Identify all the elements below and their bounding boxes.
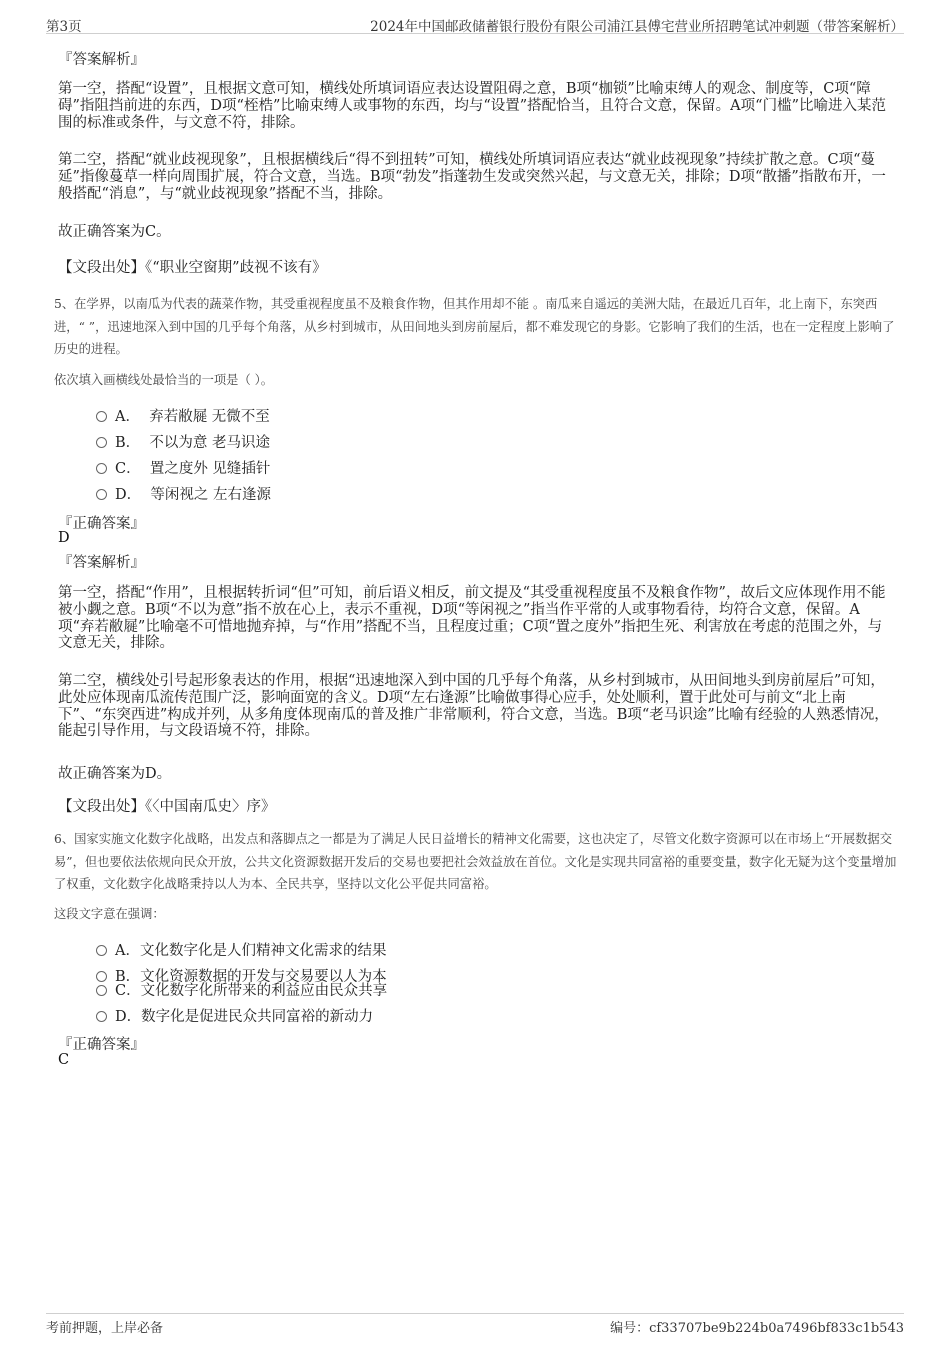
document-id: 编号：cf33707be9b224b0a7496bf833c1b543 [610, 1321, 904, 1336]
q5-conclusion: 故正确答案为D。 [58, 766, 172, 782]
q6-option-a[interactable]: A．文化数字化是人们精神文化需求的结果 [96, 939, 386, 960]
q5-analysis-para-2: 第二空，横线处引号起形象表达的作用，根据“迅速地深入到中国的几乎每个角落，从乡村到城市，从田间地头到房前屋后”可知，此处应体现南瓜流传范围广泛，影响面宽的含义。D项“左右逢源”比喻做事得心应手，处处顺利，置于此处可与前文“北上南下”、“东突西进”构成并列，从多角度体现南瓜的普及推广非常顺利，符合文意，当选。B项“老马识途”比喻有经验的人熟悉情况，能起引导作用，与文段语境不符，排除。 [58, 673, 889, 740]
footer-slogan: 考前押题，上岸必备 [46, 1321, 164, 1336]
q6-answer-label: 『正确答案』 [58, 1037, 145, 1053]
q5-option-d[interactable]: D． 等闲视之 左右逢源 [96, 483, 271, 504]
q4-source: 【文段出处】《“职业空窗期”歧视不该有》 [58, 260, 327, 276]
radio-icon[interactable] [96, 411, 107, 422]
page-footer [46, 1313, 904, 1338]
q6-stem: 6、国家实施文化数字化战略，出发点和落脚点之一都是为了满足人民日益增长的精神文化需要，这也决定了，尽管文化数字资源可以在市场上“开展数据交易”，但也要依法依规向民众开放，公共文化资源数据开发后的交易也要把社会效益放在首位。文化是实现共同富裕的重要变量，数字化无疑为这个变量增加了权重，文化数字化战略秉持以人为本、全民共享，坚持以文化公平促共同富裕。 [54, 832, 897, 891]
q4-analysis-para-1: 第一空，搭配“设置”，且根据文意可知，横线处所填词语应表达设置阻碍之意，B项“枷锁”比喻束缚人的观念、制度等，C项“障碍”指阻挡前进的东西，D项“桎梏”比喻束缚人或事物的东西，均与“设置”搭配恰当，且符合文意，保留。A项“门槛”比喻进入某范围的标准或条件，与文意不符，排除。 [58, 81, 886, 131]
q6-option-c[interactable]: C．文化数字化所带来的利益应由民众共享 [96, 979, 387, 1000]
q6-question: 这段文字意在强调： [54, 907, 165, 921]
document-title: 2024年中国邮政储蓄银行股份有限公司浦江县傅宅营业所招聘笔试冲刺题（带答案解析） [370, 19, 904, 35]
q5-stem: 5、在学界，以南瓜为代表的蔬菜作物，其受重视程度虽不及粮食作物，但其作用却不能 。南瓜来自遥远的美洲大陆，在最近几百年，北上南下，东突西进，“ ”，迅速地深入到中国的几乎每个角落，从乡村到城市，从田间地头到房前屋后，都不难发现它的身影。它影响了我们的生活，也在一定程度上影响了历史的进程。 [54, 297, 895, 356]
q5-source: 【文段出处】《〈中国南瓜史〉序》 [58, 799, 276, 815]
q5-option-b[interactable]: B． 不以为意 老马识途 [96, 431, 270, 452]
radio-icon[interactable] [96, 985, 107, 996]
q5-option-a[interactable]: A． 弃若敝屣 无微不至 [96, 405, 270, 426]
q4-conclusion: 故正确答案为C。 [58, 224, 171, 240]
page-number: 第3页 [46, 19, 82, 35]
radio-icon[interactable] [96, 463, 107, 474]
q5-answer-label: 『正确答案』 [58, 516, 145, 532]
radio-icon[interactable] [96, 489, 107, 500]
q6-option-d[interactable]: D．数字化是促进民众共同富裕的新动力 [96, 1005, 373, 1026]
q4-analysis-para-2: 第二空，搭配“就业歧视现象”，且根据横线后“得不到扭转”可知，横线处所填词语应表达“就业歧视现象”持续扩散之意。C项“蔓延”指像蔓草一样向周围扩展，符合文意，当选。B项“勃发”指蓬勃生发或突然兴起，与文意无关，排除；D项“散播”指散布开，一般搭配“消息”，与“就业歧视现象”搭配不当，排除。 [58, 152, 886, 202]
q5-question: 依次填入画横线处最恰当的一项是（ ）。 [54, 373, 274, 387]
q6-option-b[interactable]: B．文化资源数据的开发与交易要以人为本 [96, 965, 387, 986]
q5-option-c[interactable]: C． 置之度外 见缝插针 [96, 457, 270, 478]
q5-analysis-label: 『答案解析』 [58, 555, 145, 571]
q5-answer: D [58, 530, 70, 546]
radio-icon[interactable] [96, 437, 107, 448]
q6-answer: C [58, 1052, 70, 1068]
radio-icon[interactable] [96, 945, 107, 956]
q5-analysis-para-1: 第一空，搭配“作用”，且根据转折词“但”可知，前后语义相反，前文提及“其受重视程度虽不及粮食作物”，故后文应体现作用不能被小觑之意。B项“不以为意”指不放在心上，表示不重视，D项“等闲视之”指当作平常的人或事物看待，均符合文意，保留。A项“弃若敝屣”比喻毫不可惜地抛弃掉，与“作用”搭配不当，且程度过重；C项“置之度外”指把生死、利害放在考虑的范围之外，与文意无关，排除。 [58, 585, 886, 652]
q4-analysis-label: 『答案解析』 [58, 52, 145, 68]
page-header [46, 13, 904, 34]
radio-icon[interactable] [96, 1011, 107, 1022]
